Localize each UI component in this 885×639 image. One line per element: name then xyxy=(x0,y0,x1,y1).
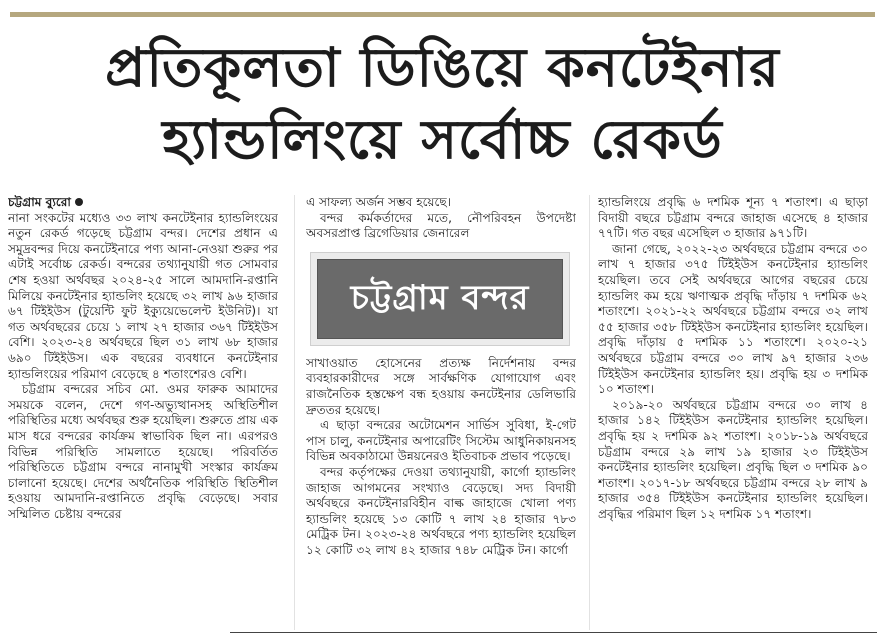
article-paragraph: চট্টগ্রাম বন্দরের সচিব মো. ওমর ফারুক আমাদের সময়কে বলেন, দেশে গণ-অভ্যুত্থানসহ অস্থিতিশীল পরিস্থিতির মধ্যে অর্থবছর শুরু হয়েছিল। শুরুতে প্রায় এক মাস ধরে বন্দরের কার্যক্রম স্বাভাবিক ছিল না। এরপরও বিভিন্ন পরিস্থিতি সামলাতে হয়েছে। পরিবর্তিত পরিস্থিতিতে চট্টগ্রাম বন্দরে নানামুখী সংস্কার কার্যক্রম চালানো হয়েছে। দেশের অর্থনৈতিক পরিস্থিতি স্থিতিশীল হওয়ায় আমদানি-রপ্তানিতে প্রবৃদ্ধি বেড়েছে। সবার সম্মিলিত চেষ্টায় বন্দরের xyxy=(8,382,278,521)
article-paragraph: এ সাফল্য অর্জন সম্ভব হয়েছে। xyxy=(306,195,452,209)
photo-caption: চট্টগ্রাম বন্দর xyxy=(350,277,530,318)
article-photo xyxy=(310,252,570,346)
article-paragraph: বন্দর কর্মকর্তাদের মতে, নৌপরিবহন উপদেষ্টা অবসরপ্রাপ্ত ব্রিগেডিয়ার জেনারেল xyxy=(306,210,576,241)
column-divider xyxy=(589,195,590,630)
headline-line-1: প্রতিকূলতা ডিঙিয়ে কনটেইনার xyxy=(105,36,780,99)
article-column-1 xyxy=(8,195,278,635)
bottom-rule xyxy=(230,632,877,633)
article-paragraph: নানা সংকটের মধ্যেও ৩৩ লাখ কনটেইনার হ্যান্ডলিংয়ের নতুন রেকর্ড গড়েছে চট্টগ্রাম বন্দর। দেশের প্রধান এ সমুদ্রবন্দর দিয়ে কনটেইনারে পণ্য আনা-নেওয়া শুরুর পর এটাই সর্বোচ্চ রেকর্ড। বন্দরের তথ্যানুযায়ী গত সোমবার শেষ হওয়া অর্থবছর ২০২৪-২৫ সালে আমদানি-রপ্তানি মিলিয়ে কনটেইনার হ্যান্ডলিং হয়েছে ৩২ লাখ ৯৬ হাজার ৬৭ টিইইউস (টুয়েন্টি ফুট ইক্যুয়েভেলেন্ট ইউনিট)। যা গত অর্থবছরের চেয়ে ১ লাখ ২৭ হাজার ৩৬৭ টিইইউস বেশি। ২০২৩-২৪ অর্থবছরে ছিল ৩১ লাখ ৬৮ হাজার ৬৯০ টিইইউস। এক বছরের ব্যবধানে কনটেইনার হ্যান্ডলিংয়ের পরিমাণ বেড়েছে ৪ শতাংশেরও বেশি। xyxy=(8,210,278,381)
headline xyxy=(0,32,885,176)
article-paragraph: হ্যান্ডলিংয়ে প্রবৃদ্ধি ৬ দশমিক শূন্য ৭ শতাংশ। এ ছাড়া বিদায়ী বছরে চট্টগ্রাম বন্দরে জাহাজ এসেছে ৪ হাজার ৭৭টি। গত বছর এসেছিল ৩ হাজার ৯৭১টি। xyxy=(598,195,868,241)
article-paragraph: জানা গেছে, ২০২২-২৩ অর্থবছরে চট্টগ্রাম বন্দরে ৩০ লাখ ৭ হাজার ৩৭৫ টিইইউস কনটেইনার হ্যান্ডলিং হয়েছিল। তবে সেই অর্থবছরে আগের বছরের চেয়ে হ্যান্ডলিং কম হয়ে ঋণাত্মক প্রবৃদ্ধি দাঁড়ায় ৭ দশমিক ৬২ শতাংশে। ২০২১-২২ অর্থবছরে চট্টগ্রাম বন্দরে ৩২ লাখ ৫৫ হাজার ৩৫৮ টিইইউস কনটেইনার হ্যান্ডলিং হয়েছিল। প্রবৃদ্ধি দাঁড়ায় ৫ দশমিক ১১ শতাংশে। ২০২০-২১ অর্থবছরে চট্টগ্রাম বন্দরে ৩০ লাখ ৯৭ হাজার ২৩৬ টিইইউস কনটেইনার হ্যান্ডলিং হয়। প্রবৃদ্ধি হয় ৩ দশমিক ১০ শতাংশ। xyxy=(598,241,868,397)
article-paragraph: বন্দর কর্তৃপক্ষের দেওয়া তথ্যানুযায়ী, কার্গো হ্যান্ডলিং জাহাজ আগমনের সংখ্যাও বেড়েছে। সদ্য বিদায়ী অর্থবছরে কনটেইনারবিহীন বাল্ক জাহাজে খোলা পণ্য হ্যান্ডলিং হয়েছে ১৩ কোটি ৭ লাখ ২৪ হাজার ৭৮৩ মেট্রিক টন। ২০২৩-২৪ অর্থবছরে পণ্য হ্যান্ডলিং হয়েছিল ১২ কোটি ৩২ লাখ ৪২ হাজার ৭৪৮ মেট্রিক টন। কার্গো xyxy=(306,464,576,557)
article-paragraph: ২০১৯-২০ অর্থবছরে চট্টগ্রাম বন্দরে ৩০ লাখ ৪ হাজার ১৪২ টিইইউস কনটেইনার হ্যান্ডলিং হয়েছিল। প্রবৃদ্ধি হয় ২ দশমিক ৯২ শতাংশ। ২০১৮-১৯ অর্থবছরে চট্টগ্রাম বন্দরে ২৯ লাখ ১৯ হাজার ২৩ টিইইউস কনটেইনার হ্যান্ডলিং হয়েছিল। প্রবৃদ্ধি ছিল ৩ দশমিক ৯০ শতাংশ। ২০১৭-১৮ অর্থবছরে চট্টগ্রাম বন্দরে ২৮ লাখ ৯ হাজার ৩৫৪ টিইইউস কনটেইনার হ্যান্ডলিং হয়েছিল। প্রবৃদ্ধির পরিমাণ ছিল ১২ দশমিক ১৭ শতাংশ। xyxy=(598,397,868,521)
byline-paragraph xyxy=(8,195,278,211)
top-rule xyxy=(10,12,875,17)
article-column-3 xyxy=(598,195,868,635)
article-paragraph: এ ছাড়া বন্দরের অটোমেশন সার্ভিস সুবিধা, ই-গেট পাস চালু, কনটেইনার অপারেটিং সিস্টেম আধুনিকায়নসহ বিভিন্ন অবকাঠামো উন্নয়নেরও ইতিবাচক প্রভাব পড়েছে। xyxy=(306,418,576,464)
photo-frame xyxy=(317,259,563,339)
column-divider xyxy=(294,195,295,630)
bullet-dot-icon xyxy=(75,198,83,206)
article-column-2 xyxy=(306,195,576,635)
article-paragraph: সাখাওয়াত হোসেনের প্রত্যক্ষ নির্দেশনায় বন্দর ব্যবহারকারীদের সঙ্গে সার্বক্ষণিক যোগাযোগ এবং রাজনৈতিক হস্তক্ষেপ বন্ধ হওয়ায় কনটেইনার ডেলিভারি দ্রুততর হয়েছে। xyxy=(306,355,576,417)
byline: চট্টগ্রাম ব্যুরো xyxy=(8,195,71,209)
headline-line-2: হ্যান্ডলিংয়ে সর্বোচ্চ রেকর্ড xyxy=(162,108,723,171)
